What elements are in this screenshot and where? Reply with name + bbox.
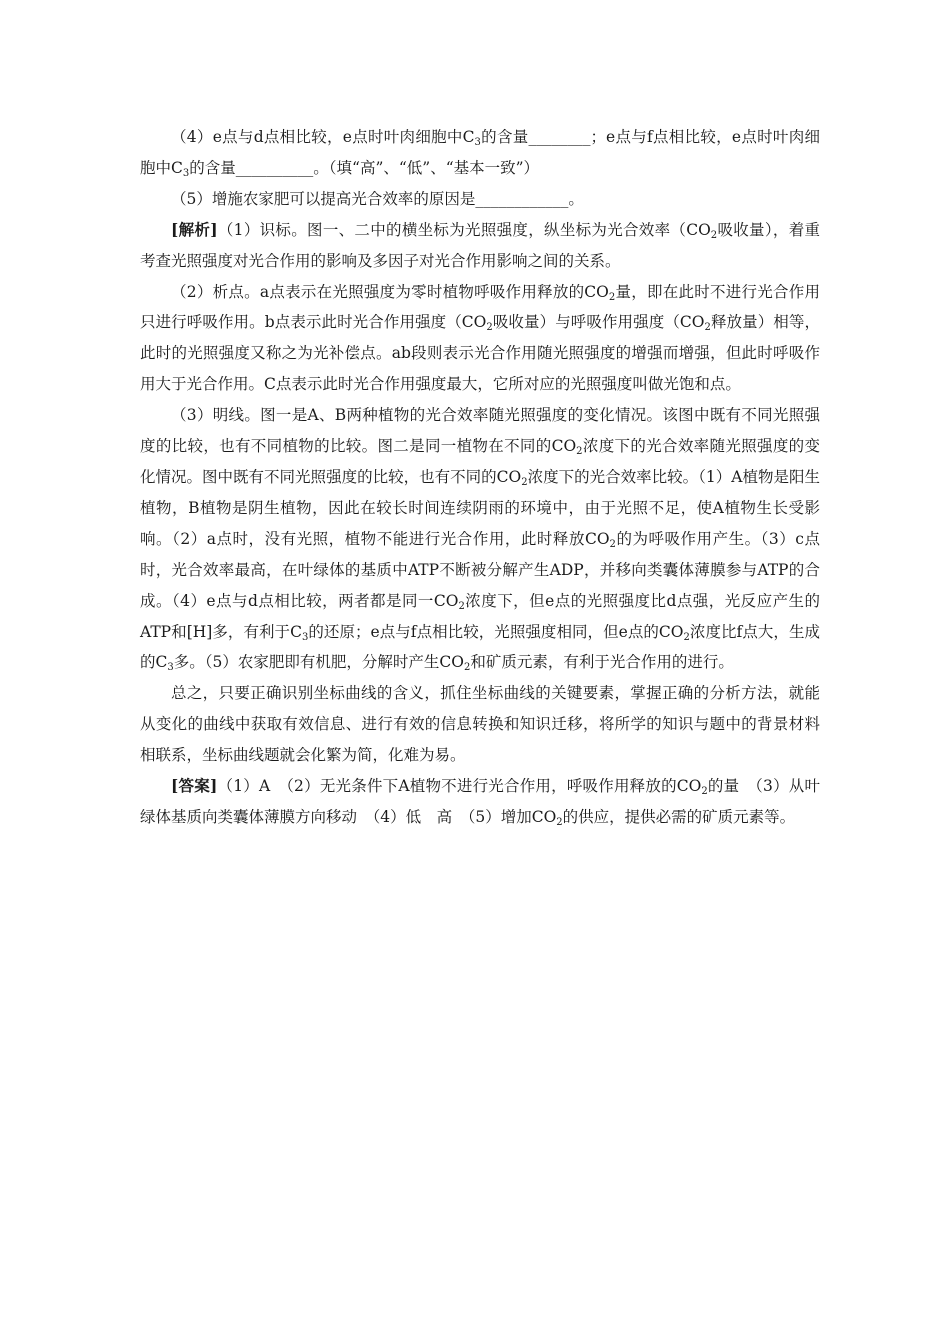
- subscript: 2: [701, 786, 708, 798]
- analysis-text: （1）识标。图一、二中的横坐标为光照强度，纵坐标为光合效率（CO: [217, 220, 711, 239]
- q4-text: 。（填“高”、“低”、“基本一致”）: [313, 158, 540, 177]
- analysis-paragraph-1: [140, 215, 820, 277]
- answer-label: [答案]: [171, 776, 218, 796]
- question-4: [140, 122, 820, 184]
- subscript: 2: [608, 291, 616, 303]
- q4-text: （4）e点与d点相比较，e点时叶肉细胞中C: [171, 128, 475, 146]
- analysis-text: （3）明线。图一是A、B两种植物的光合效率随光照强度的变化情况。该图中既有不同光照强度的比较，也有不同植物的比较。图二是同一植物在不同的CO: [140, 406, 820, 456]
- answer-text: 的供应，提供必需的矿质元素等。: [562, 807, 796, 826]
- q4-text: 的含量: [189, 158, 236, 177]
- q5-text: （5）增施农家肥可以提高光合效率的原因是: [171, 189, 476, 208]
- subscript: 3: [167, 662, 174, 674]
- subscript: 3: [182, 167, 190, 179]
- analysis-text: 的还原；e点与f点相比较，光照强度相同，但e点的CO: [308, 622, 684, 641]
- analysis-text: 吸收量），着重考查光照强度对光合作用的影响及多因子对光合作用影响之间的关系。: [140, 220, 820, 270]
- analysis-text: 浓度下的光合效率比较。（1）A植物是阳生植物，B植物是阴生植物，因此在较长时间连续阴雨的环境中，由于光照不足，使A植物生长受影响。（2）a点时，没有光照，植物不能进行光合作用，此时释放CO: [140, 467, 820, 548]
- subscript: 2: [609, 538, 616, 550]
- answer-text: （1）A （2）无光条件下A植物不进行光合作用，呼吸作用释放的CO: [217, 777, 702, 796]
- summary-paragraph: [140, 678, 820, 771]
- document-content: [140, 122, 820, 833]
- q5-text: 。: [568, 189, 584, 208]
- subscript: 3: [474, 137, 481, 148]
- answer-blank: __________: [235, 158, 314, 177]
- analysis-text: 量，即在此时不进行光合作用只进行呼吸作用。b点表示此时光合作用强度（CO: [140, 282, 820, 332]
- analysis-text: 浓度下的光合效率随光照强度的变化情况。图中既有不同光照强度的比较，也有不同的CO: [140, 437, 820, 486]
- analysis-text: 吸收量）与呼吸作用强度（CO: [492, 313, 705, 332]
- subscript: 2: [704, 322, 711, 334]
- analysis-text: （2）析点。a点表示在光照强度为零时植物呼吸作用释放的CO: [171, 282, 609, 301]
- question-5: [140, 184, 820, 215]
- analysis-text: 和矿质元素，有利于光合作用的进行。: [470, 653, 734, 672]
- subscript: 2: [556, 816, 563, 828]
- subscript: 2: [463, 662, 471, 674]
- analysis-paragraph-3: [140, 400, 820, 678]
- subscript: 2: [710, 229, 718, 241]
- answer-paragraph: [140, 771, 820, 833]
- answer-text: 的量 （3）从叶绿体基质向类囊体薄膜方向移动 （4）低 高 （5）增加CO: [140, 777, 820, 826]
- answer-blank: ________: [528, 128, 591, 146]
- subscript: 2: [521, 476, 528, 488]
- analysis-text: 的为呼吸作用产生。（3）c点时，光合效率最高，在叶绿体的基质中ATP不断被分解产生ADP，并移向类囊体薄膜参与ATP的合成。（4）e点与d点相比较，两者都是同一CO: [140, 529, 821, 610]
- subscript: 3: [301, 631, 309, 643]
- analysis-label: [解析]: [171, 219, 218, 239]
- answer-blank: ____________: [475, 189, 569, 208]
- subscript: 2: [576, 446, 583, 458]
- analysis-paragraph-2: [140, 277, 820, 401]
- analysis-text: 浓度下，但e点的光照强度比d点强，光反应产生的ATP和[H]多，有利于C: [140, 591, 820, 641]
- subscript: 2: [486, 322, 493, 334]
- subscript: 2: [458, 600, 465, 612]
- analysis-text: 释放量）相等，此时的光照强度又称之为光补偿点。ab段则表示光合作用随光照强度的增强而增强，但此时呼吸作用大于光合作用。C点表示此时光合作用强度最大，它所对应的光照强度叫做光饱和点。: [140, 313, 820, 394]
- analysis-text: 浓度比f点大，生成的C: [140, 622, 820, 672]
- q4-text: 的含量: [480, 128, 529, 146]
- subscript: 2: [683, 631, 690, 643]
- summary-text: 总之，只要正确识别坐标曲线的含义，抓住坐标曲线的关键要素，掌握正确的分析方法，就能从变化的曲线中获取有效信息、进行有效的信息转换和知识迁移，将所学的知识与题中的背景材料相联系，坐标曲线题就会化繁为简，化难为易。: [140, 684, 820, 765]
- q4-text: ；e点与f点相比较，e点时叶肉细胞中C: [140, 128, 820, 177]
- analysis-text: 多。（5）农家肥即有机肥，分解时产生CO: [173, 653, 464, 672]
